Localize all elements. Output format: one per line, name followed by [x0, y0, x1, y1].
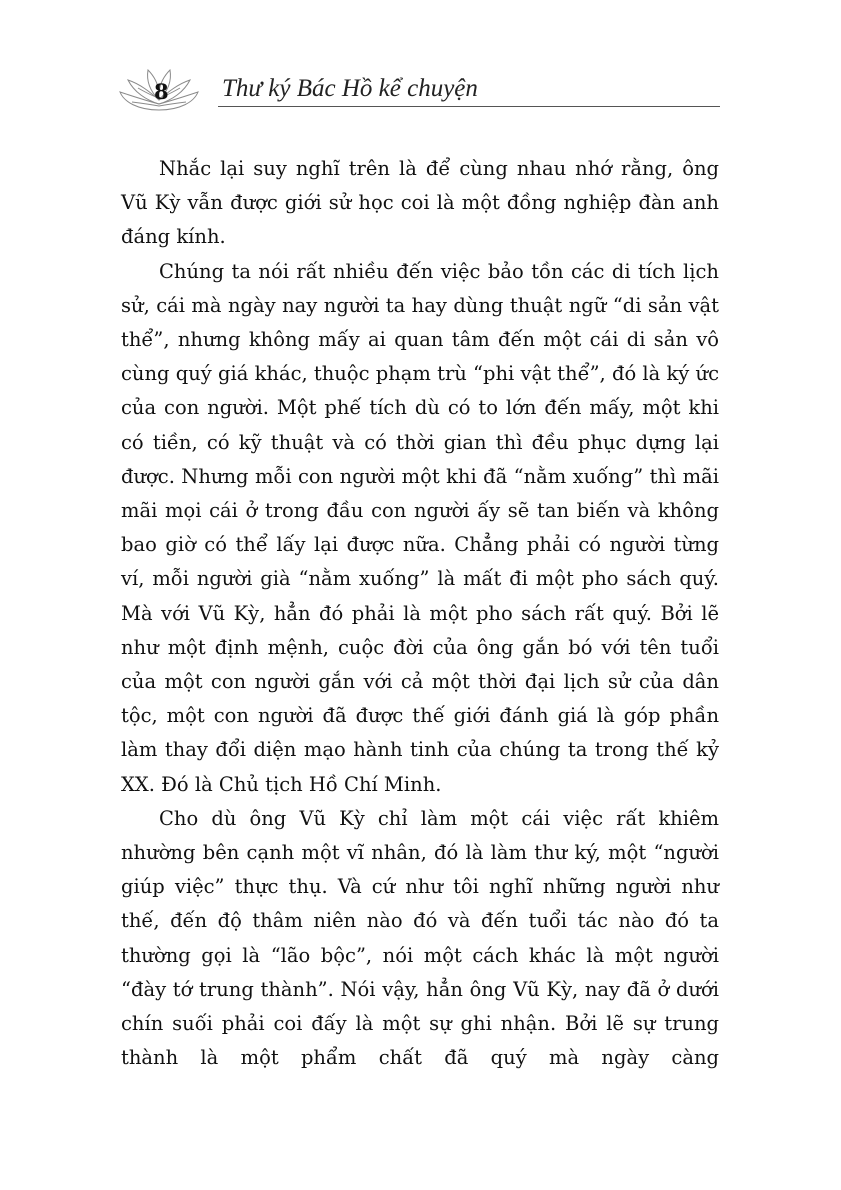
header-divider	[218, 106, 720, 107]
body-text	[121, 152, 719, 1075]
running-title: Thư ký Bác Hồ kể chuyện	[222, 75, 478, 102]
paragraph-3: Cho dù ông Vũ Kỳ chỉ làm một cái việc rất khiêm nhường bên cạnh một vĩ nhân, đó là làm thư ký, một “người giúp việc” thực thụ. Và cứ như tôi nghĩ những người như thế, đến độ thâm niên nào đó và đến tuổi tác nào đó ta thường gọi là “lão bộc”, nói một cách khác là một người “đày tớ trung thành”. Nói vậy, hẳn ông Vũ Kỳ, nay đã ở dưới chín suối phải coi đấy là một sự ghi nhận. Bởi lẽ sự trung thành là một phẩm chất đã quý mà ngày càng	[121, 806, 719, 1070]
page-number: 8	[154, 79, 169, 104]
paragraph-1: Nhắc lại suy nghĩ trên là để cùng nhau nhớ rằng, ông Vũ Kỳ vẫn được giới sử học coi là một đồng nghiệp đàn anh đáng kính.	[121, 157, 719, 249]
paragraph-2: Chúng ta nói rất nhiều đến việc bảo tồn các di tích lịch sử, cái mà ngày nay người ta hay dùng thuật ngữ “di sản vật thể”, nhưng không mấy ai quan tâm đến một cái di sản vô cùng quý giá khác, thuộc phạm trù “phi vật thể”, đó là ký ức của con người. Một phế tích dù có to lớn đến mấy, một khi có tiền, có kỹ thuật và có thời gian thì đều phục dựng lại được. Nhưng mỗi con người một khi đã “nằm xuống” thì mãi mãi mọi cái ở trong đầu con người ấy sẽ tan biến và không bao giờ có thể lấy lại được nữa. Chẳng phải có người từng ví, mỗi người già “nằm xuống” là mất đi một pho sách quý. Mà với Vũ Kỳ, hẳn đó phải là một pho sách rất quý. Bởi lẽ như một định mệnh, cuộc đời của ông gắn bó với tên tuổi của một con người gắn với cả một thời đại lịch sử của dân tộc, một con người đã được thế giới đánh giá là góp phần làm thay đổi diện mạo hành tinh của chúng ta trong thế kỷ XX. Đó là Chủ tịch Hồ Chí Minh.	[121, 259, 719, 796]
page-header	[118, 66, 720, 114]
